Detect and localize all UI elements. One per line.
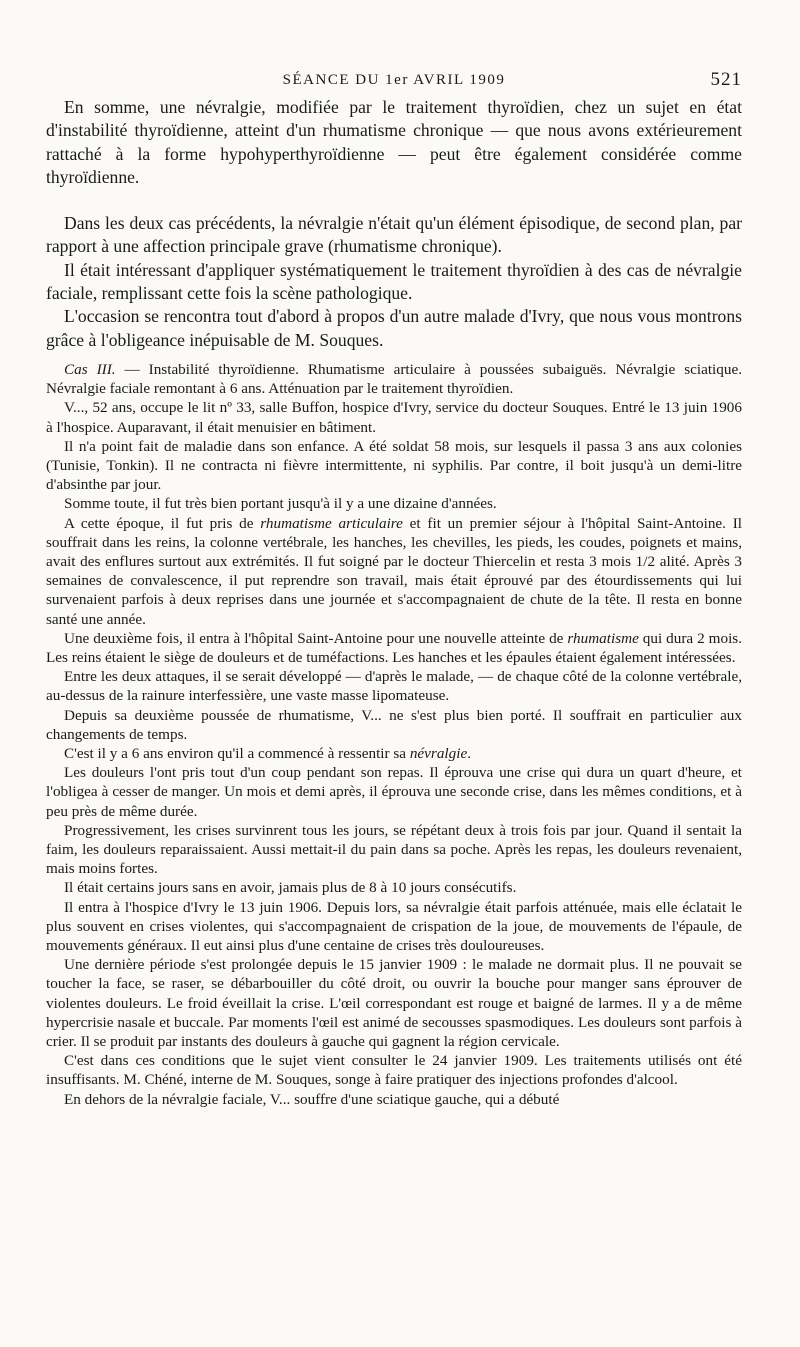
- paragraph: Dans les deux cas précédents, la névralgie n'était qu'un élément épisodique, de second plan, par rapport à une affection principale grave (rhumatisme chronique).: [46, 213, 742, 257]
- paragraph: Une dernière période s'est prolongée depuis le 15 janvier 1909 : le malade ne dormait plus. Il ne pouvait se toucher la face, se raser, se débarbouiller du côté droit, ou ouvrir la bouche pour manger sans éprouver de violentes douleurs. Le froid éveillait la crise. L'œil correspondant est rouge et baigné de larmes. Il y a de même hypercrisie nasale et buccale. Par moments l'œil est animé de secousses spasmodiques. Les douleurs sont parfois à crier. Il se produit par instants des douleurs à gauche qui gagnent la région cervicale.: [46, 956, 742, 1051]
- paragraph: En dehors de la névralgie faciale, V... souffre d'une sciatique gauche, qui a débuté: [64, 1090, 560, 1108]
- session-title: SÉANCE DU 1er AVRIL 1909: [282, 72, 506, 88]
- paragraph: Il était certains jours sans en avoir, jamais plus de 8 à 10 jours consécutifs.: [64, 879, 517, 897]
- running-header: [46, 58, 742, 96]
- paragraph: C'est dans ces conditions que le sujet vient consulter le 24 janvier 1909. Les traitements utilisés ont été insuffisants. M. Chéné, interne de M. Souques, songe à faire pratiquer des injections profondes d'alcool.: [46, 1052, 742, 1089]
- text-run: C'est il y a 6 ans environ qu'il a commencé à ressentir sa: [64, 745, 410, 763]
- paragraph: [46, 744, 742, 763]
- text-run: qui dura 2 mois. Les reins étaient le siège de douleurs et de tuméfactions. Les hanches et les épaules étaient également intéressées.: [46, 629, 742, 667]
- paragraph: L'occasion se rencontra tout d'abord à propos d'un autre malade d'Ivry, que nous vous montrons grâce à l'obligeance inépuisable de M. Souques.: [46, 306, 742, 350]
- paragraph: Il n'a point fait de maladie dans son enfance. A été soldat 58 mois, sur lesquels il passa 3 ans aux colonies (Tunisie, Tonkin). Il ne contracta ni fièvre intermittente, ni syphilis. Par contre, il boit jusqu'à un demi-litre d'absinthe par jour.: [46, 437, 742, 494]
- paragraph: [46, 629, 742, 667]
- paragraph: Les douleurs l'ont pris tout d'un coup pendant son repas. Il éprouva une crise qui dura un quart d'heure, et l'obligea à cesser de manger. Un mois et demi après, il éprouva une seconde crise, dans les mêmes conditions, et à peu près de même durée.: [46, 764, 742, 820]
- case-report: [46, 360, 742, 1109]
- paragraph: V..., 52 ans, occupe le lit nº 33, salle Buffon, hospice d'Ivry, service du docteur Souques. Entré le 13 juin 1906 à l'hospice. Auparavant, il était menuisier en bâtiment.: [46, 399, 742, 436]
- paragraph: Entre les deux attaques, il se serait développé — d'après le malade, — de chaque côté de la colonne vertébrale, au-dessus de la rainure interfessière, une vaste masse lipomateuse.: [46, 668, 742, 705]
- paragraph: En somme, une névralgie, modifiée par le traitement thyroïdien, chez un sujet en état d'instabilité thyroïdienne, atteint d'un rhumatisme chronique — que nous avons extérieurement rattaché à la forme hypohyperthyroïdienne — peut être également considérée comme thyroïdienne.: [46, 97, 742, 187]
- text-run: .: [467, 745, 471, 763]
- paragraph: Somme toute, il fut très bien portant jusqu'à il y a une dizaine d'années.: [64, 495, 497, 513]
- lead-section: [46, 96, 742, 352]
- document-page: [46, 58, 742, 1338]
- emphasis: rhumatisme articulaire: [260, 514, 403, 532]
- case-label: Cas III.: [64, 360, 116, 378]
- text-run: et fit un premier séjour à l'hôpital Saint-Antoine. Il souffrait dans les reins, la colonne vertébrale, les hanches, les chevilles, les pieds, les coudes, poignets et mains, avait des enflures surtout aux extrémités. Il fut soigné par le docteur Thiercelin et resta 3 mois 1/2 alité. Après 3 semaines de convalescence, il put reprendre son travail, mais était éprouvé par des étourdissements qui lui survenaient parfois à deux reprises dans une journée et s'accompagnaient de chute de la tête. Il resta en bonne santé une année.: [46, 514, 742, 628]
- paragraph: Progressivement, les crises survinrent tous les jours, se répétant deux à trois fois par jour. Quand il sentait la faim, les douleurs reparaissaient. Aussi mettait-il du pain dans sa poche. Après les repas, les douleurs revenaient, mais moins fortes.: [46, 821, 742, 878]
- text-run: Une deuxième fois, il entra à l'hôpital Saint-Antoine pour une nouvelle atteinte de: [64, 629, 568, 647]
- text-run: A cette époque, il fut pris de: [64, 514, 261, 532]
- emphasis: névralgie: [409, 745, 468, 763]
- paragraph-gap: [46, 189, 742, 212]
- page-number: 521: [710, 69, 742, 90]
- paragraph: Il était intéressant d'appliquer systématiquement le traitement thyroïdien à des cas de névralgie faciale, remplissant cette fois la scène pathologique.: [46, 259, 742, 304]
- paragraph: Depuis sa deuxième poussée de rhumatisme, V... ne s'est plus bien porté. Il souffrait en particulier aux changements de temps.: [46, 706, 742, 743]
- case-title: — Instabilité thyroïdienne. Rhumatisme articulaire à poussées subaiguës. Névralgie sciatique. Névralgie faciale remontant à 6 ans. Atténuation par le traitement thyroïdien.: [46, 360, 742, 398]
- case-heading: [46, 360, 742, 398]
- paragraph: [46, 514, 742, 629]
- emphasis: rhumatisme: [567, 629, 639, 647]
- paragraph: Il entra à l'hospice d'Ivry le 13 juin 1906. Depuis lors, sa névralgie était parfois atténuée, mais elle éclatait le plus souvent en crises violentes, qui s'accompagnaient de crispation de la joue, de mouvements de l'épaule, de mouvements généraux. Il eut ainsi plus d'une centaine de crises très douloureuses.: [46, 898, 742, 955]
